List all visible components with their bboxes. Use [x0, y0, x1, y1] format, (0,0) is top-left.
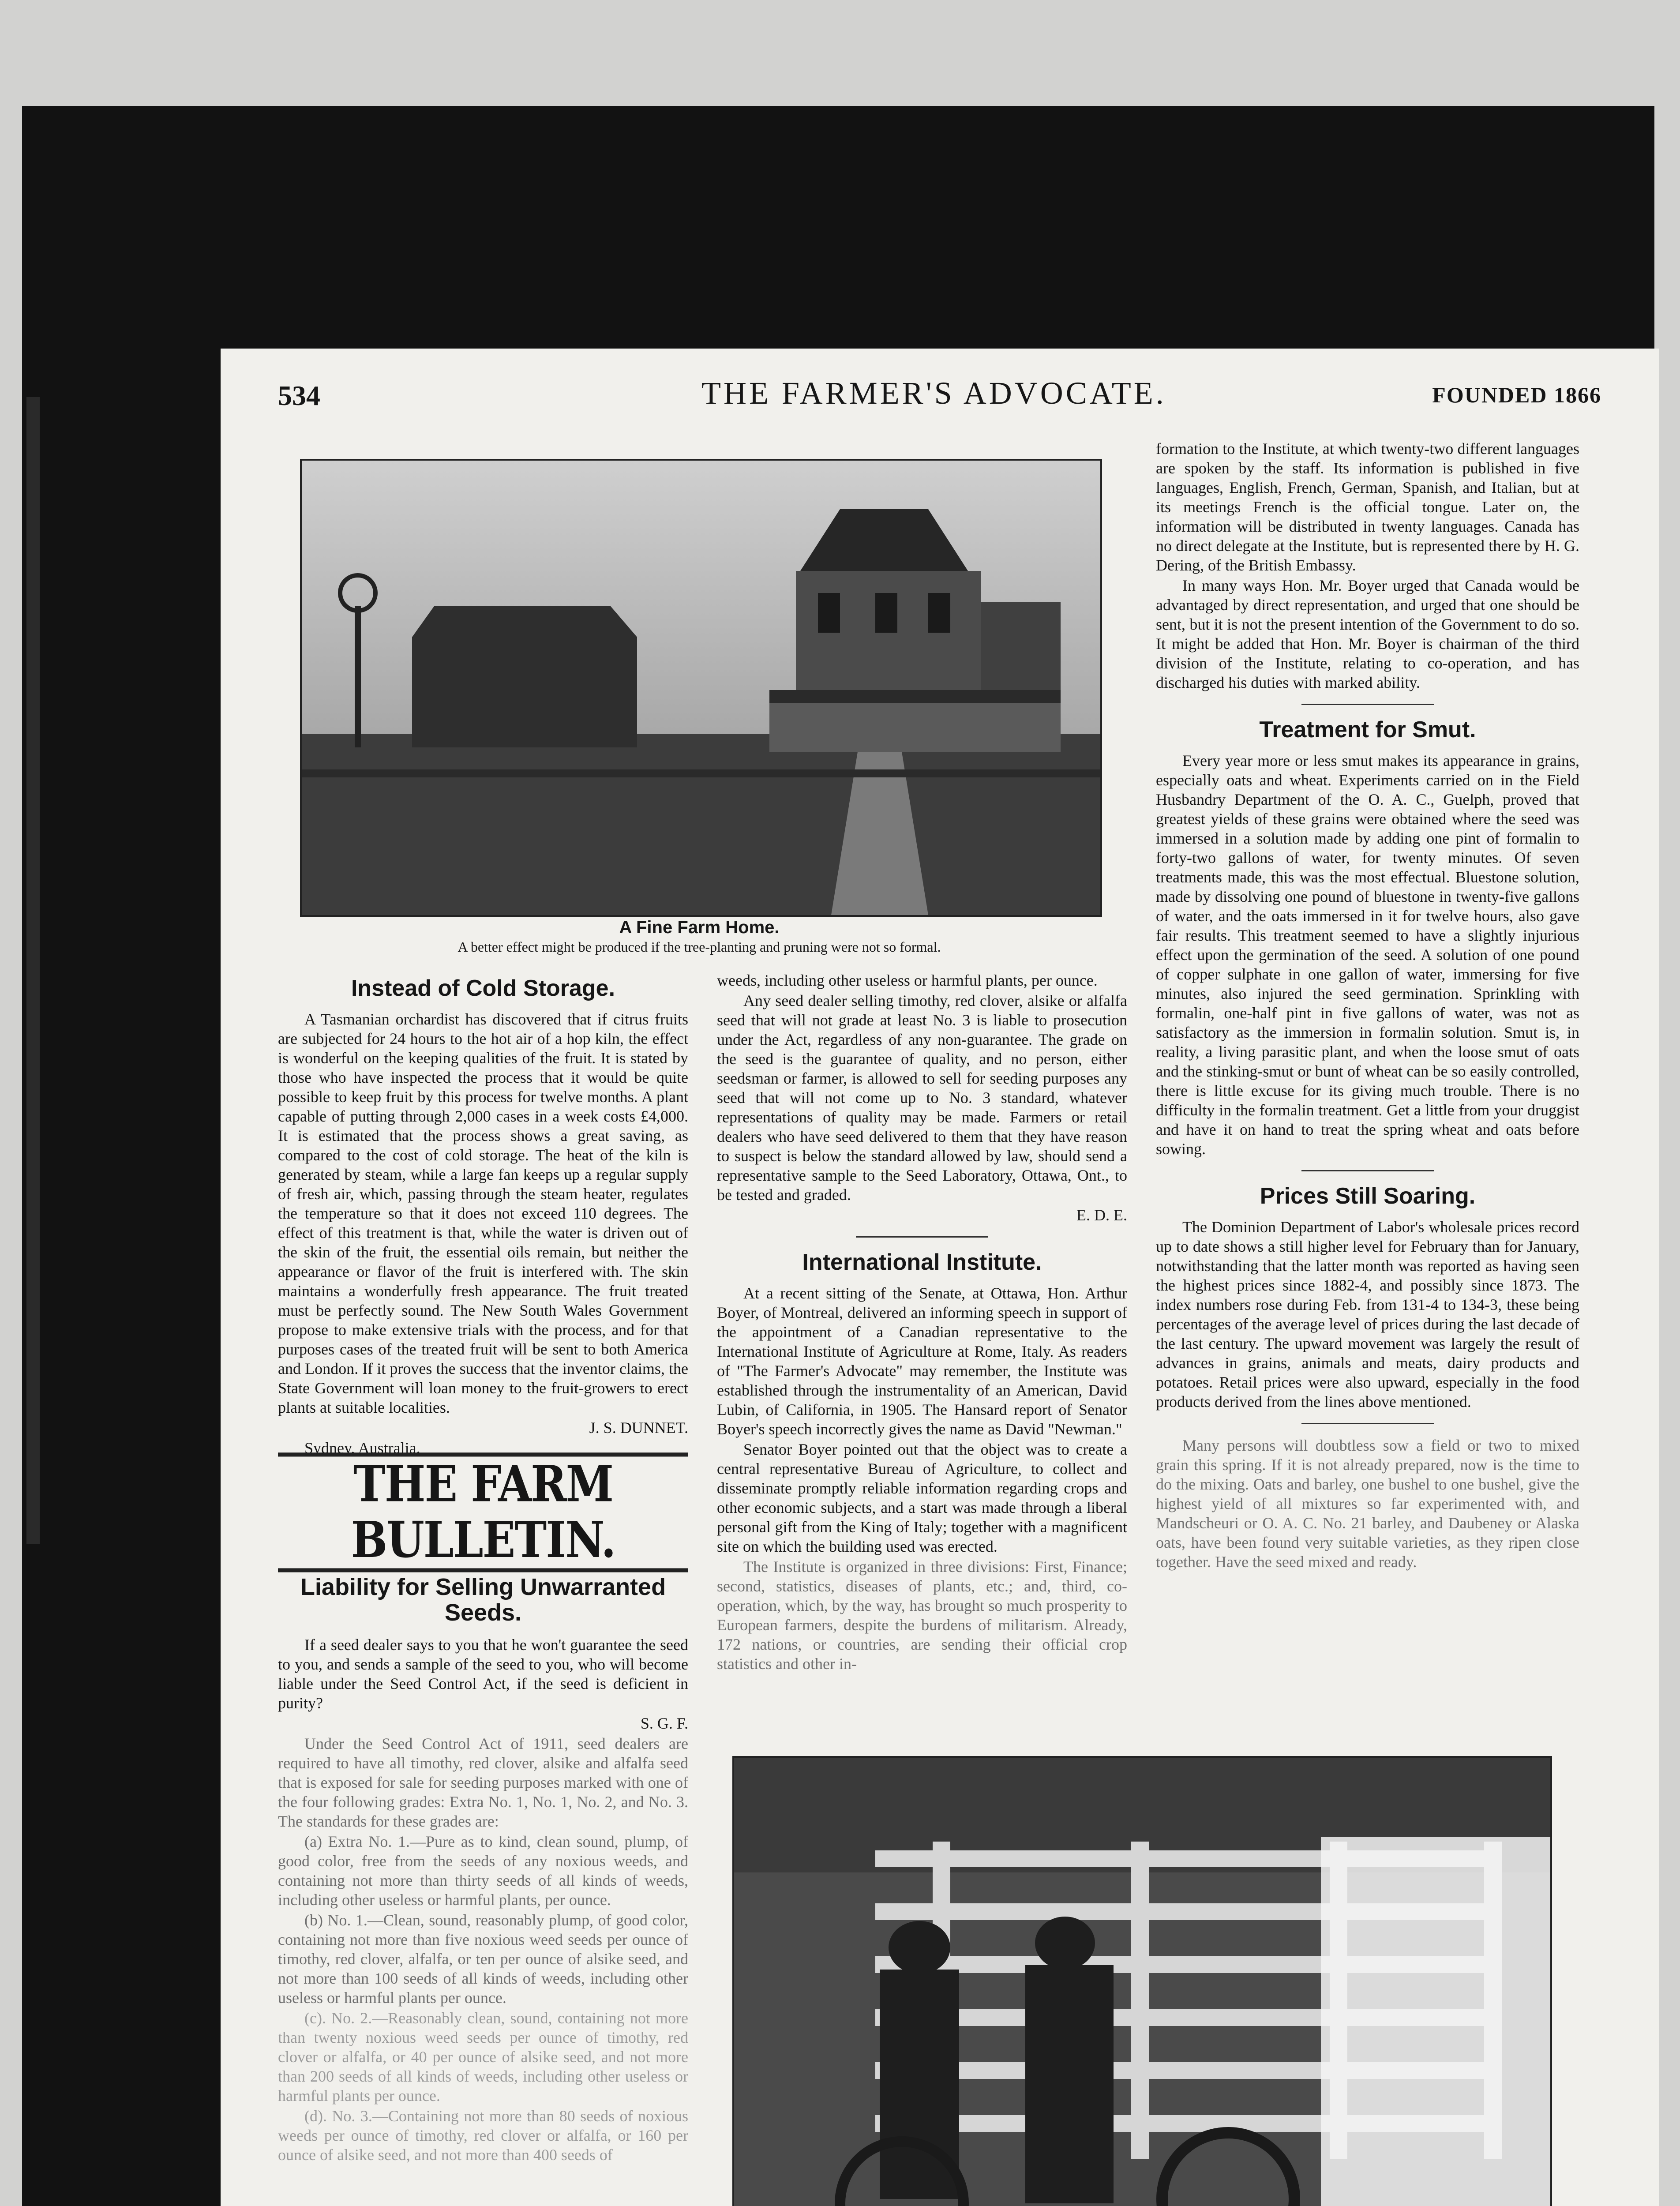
grade-a: (a) Extra No. 1.—Pure as to kind, clean sound, plump, of good color, free from the seeds of any noxious weeds, and containing not more than thirty seeds of all kinds of weeds, including other useless or harmful plants, per ounce.	[278, 1833, 688, 1909]
film-edge	[26, 397, 40, 1544]
newspaper-page	[221, 349, 1659, 2206]
liability-question: If a seed dealer says to you that he won't guarantee the seed to you, and sends a sample of the seed to you, who will become liable under the Seed Control Act, if the seed is deficient in purity?	[278, 1636, 688, 1712]
smut-text: Every year more or less smut makes its appearance in grains, especially oats and wheat. Experiments carried on in the Field Husbandry Department of the O. A. C., Guelph, proved that greatest yields of these grains were obtained where the seed was immersed in a solution made by adding one pint of formalin to forty-two gallons of water, for twenty minutes. Of seven treatments made, this was the most effectual. Bluestone solution, made by dissolving one pound of bluestone in twenty-five gallons of water, and the oats immersed in it for twelve hours, also gave fair results. This treatment seemed to have a slightly injurious effect upon the germination of the seed. A solution of one pound of copper sulphate in one gallon of water, immersing for five minutes, also injured the seed germination. Sprinkling with formalin, one-half pint in five gallons of water, was not as satisfactory as the immersion in formalin solution. Smut is, in reality, a living parasitic plant, and when the loose smut of oats and the stinking-smut or bunt of wheat can be so easily controlled, there is little excuse for its giving much trouble. There is no difficulty in the formalin treatment. Get a little from your druggist and have it on hand to treat the spring wheat and oats before sowing.	[1156, 752, 1579, 1158]
cold-storage-text: A Tasmanian orchardist has discovered that if citrus fruits are subjected for 24 hours to the hot air of a hop kiln, the effect is wonderful on the keeping qualities of the fruit. It is stated by those who have inspected the process that it would be quite possible to keep fruit by this process for twelve months. A plant capable of putting through 2,000 cases in a week costs £4,000. It is estimated that the process shows a great saving, as compared to the cost of cold storage. The heat of the kiln is generated by steam, while a large fan keeps up a regular supply of fresh air, which, passing through the steam heater, regulates the temperature so that it does not exceed 110 degrees. The effect of this treatment is that, while the water is driven out of the skin of the fruit, the essential oils remain, but neither the appearance or flavor of the fruit is interfered with. The skin maintains a wonderfully fresh appearance. The fruit treated must be perfectly sound. The New South Wales Government propose to make extensive trials with the process, and for that purposes cases of the treated fruit will be sent to both America and London. If it proves the success that the inventor claims, the State Government will loan money to the fruit-growers to erect plants at suitable localities.	[278, 1010, 688, 1416]
liability-heading: Liability for Selling Unwarranted Seeds.	[300, 1574, 666, 1626]
seed-dealer-signature: E. D. E.	[1076, 1206, 1127, 1224]
divider	[1301, 1170, 1434, 1171]
farm-home-photo	[300, 459, 1102, 917]
institute-paragraph-3: The Institute is organized in three divisions: First, Finance; second, statistics, diseases of plants, etc.; and, third, co-operation, which, by the way, has brought so much prosperity to European farmers, despite the burdens of militarism. Already, 172 nations, or countries, are sending their official crop statistics and other in-	[717, 1558, 1127, 1673]
smut-heading: Treatment for Smut.	[1259, 717, 1476, 743]
institute-paragraph-2: Senator Boyer pointed out that the object was to create a central representative Bureau of Agriculture, to collect and disseminate promptly reliable information regarding crops and other economic subjects, and a start was made through a liberal personal gift from the King of Italy; together with a magnificent site on which the building used was erected.	[717, 1441, 1127, 1555]
institute-paragraph-1: At a recent sitting of the Senate, at Ottawa, Hon. Arthur Boyer, of Montreal, delivered an informing speech in support of the appointment of a Canadian representative to the International Institute of Agriculture at Rome, Italy. As readers of "The Farmer's Advocate" may remember, the Institute was established through the instrumentality of an American, David Lubin, of California, in 1905. The Hansard report of Senator Boyer's speech incorrectly gives the name as David "Newman."	[717, 1284, 1127, 1438]
liability-question-signature: S. G. F.	[640, 1715, 688, 1732]
divider	[1301, 1423, 1434, 1424]
page-number: 534	[278, 380, 320, 411]
masthead-title: THE FARMER'S ADVOCATE.	[701, 375, 1166, 411]
cold-storage-heading: Instead of Cold Storage.	[351, 975, 615, 1001]
seed-dealer-text: Any seed dealer selling timothy, red clover, alsike or alfalfa seed that will not grade at least No. 3 is liable to prosecution under the Act, regardless of any non-guarantee. The grade on the seed is the guarantee of quality, and no person, either seedsman or farmer, is allowed to sell for seeding purposes any seed that will not come up to No. 3 standard, whatever representations of quality may be made. Farmers or retail dealers who have seed delivered to them that they have reason to suspect is below the standard allowed by law, should send a representative sample to the Seed Laboratory, Ottawa, Ont., to be tested and graded.	[717, 992, 1127, 1204]
founded-label: FOUNDED 1866	[1432, 383, 1601, 407]
institute-heading: International Institute.	[802, 1249, 1042, 1275]
divider	[1301, 704, 1434, 705]
prices-text: The Dominion Department of Labor's wholesale prices record up to date shows a still higher level for February than for January, notwithstanding that the latter month was reported as having seen the highest prices since 1882-4, and possibly since 1873. The index numbers rose during Feb. from 131-4 to 134-3, these being percentages of the average level of prices during the last decade of the last century. The upward movement was largely the result of advances in grains, animals and meats, dairy products and potatoes. Retail prices were also upward, especially in the food products derived from the lines above mentioned.	[1156, 1218, 1579, 1411]
manual-training-photo	[732, 1756, 1552, 2206]
farm-bulletin-banner: THE FARM BULLETIN.	[278, 1452, 688, 1572]
mixed-grain-text: Many persons will doubtless sow a field or two to mixed grain this spring. If it is not already prepared, now is the time to do the mixing. Oats and barley, one bushel to one bushel, give the highest yield of all mixtures so far experimented with, and Mandscheuri or O. A. C. No. 21 barley, and Daubeney or Alaska oats, have been found very suitable varieties, as they ripen close together. Have the seed mixed and ready.	[1156, 1437, 1579, 1571]
grade-c: (c). No. 2.—Reasonably clean, sound, containing not more than twenty noxious weed seeds per ounce of timothy, red clover or alfalfa, or 40 per ounce of alsike seed, and not more than 200 seeds of all kinds of weeds, including other useless or harmful plants per ounce.	[278, 2009, 688, 2105]
bulletin-continuation: weeds, including other useless or harmful plants, per ounce.	[717, 972, 1098, 989]
farm-home-caption-title: A Fine Farm Home.	[619, 918, 780, 937]
column-2	[717, 971, 1127, 1674]
cold-storage-place: Sydney, Australia.	[304, 1439, 420, 1457]
column-1	[278, 971, 688, 2165]
liability-answer: Under the Seed Control Act of 1911, seed dealers are required to have all timothy, red clover, alsike and alfalfa seed that is exposed for sale for seeding purposes marked with one of the four following grades: Extra No. 1, No. 1, No. 2, and No. 3. The standards for these grades are:	[278, 1735, 688, 1830]
institute-boyer-paragraph: In many ways Hon. Mr. Boyer urged that Canada would be advantaged by direct representation, and urged that one should be sent, but it is not the present intention of the Government to do so. It might be added that Hon. Mr. Boyer is chairman of the third division of the Institute, relating to co-operation, and has discharged his duties with marked ability.	[1156, 577, 1579, 691]
grade-d: (d). No. 3.—Containing not more than 80 seeds of noxious weeds per ounce of timothy, red clover or alfalfa, or 160 per ounce of alsike seed, and not more than 400 seeds of	[278, 2107, 688, 2164]
prices-heading: Prices Still Soaring.	[1260, 1183, 1476, 1209]
column-3	[1156, 439, 1579, 1572]
grade-b: (b) No. 1.—Clean, sound, reasonably plump, of good color, containing not more than five noxious weed seeds per ounce of timothy, red clover, alfalfa, or ten per ounce of alsike seed, and not more than 100 seeds of all kinds of weeds, including other useless or harmful plants per ounce.	[278, 1911, 688, 2007]
institute-continuation: formation to the Institute, at which twenty-two different languages are spoken by the staff. Its information is published in five languages, English, French, German, Spanish, and Italian, but at its meetings French is the official tongue. Later on, the information will be distributed in twenty languages. Canada has no direct delegate at the Institute, but is represented there by H. G. Dering, of the British Embassy.	[1156, 440, 1579, 574]
farm-home-caption-sub: A better effect might be produced if the tree-planting and pruning were not so formal.	[458, 939, 941, 955]
cold-storage-signature: J. S. DUNNET.	[589, 1419, 688, 1437]
divider	[856, 1236, 988, 1238]
page-header	[278, 375, 1601, 428]
